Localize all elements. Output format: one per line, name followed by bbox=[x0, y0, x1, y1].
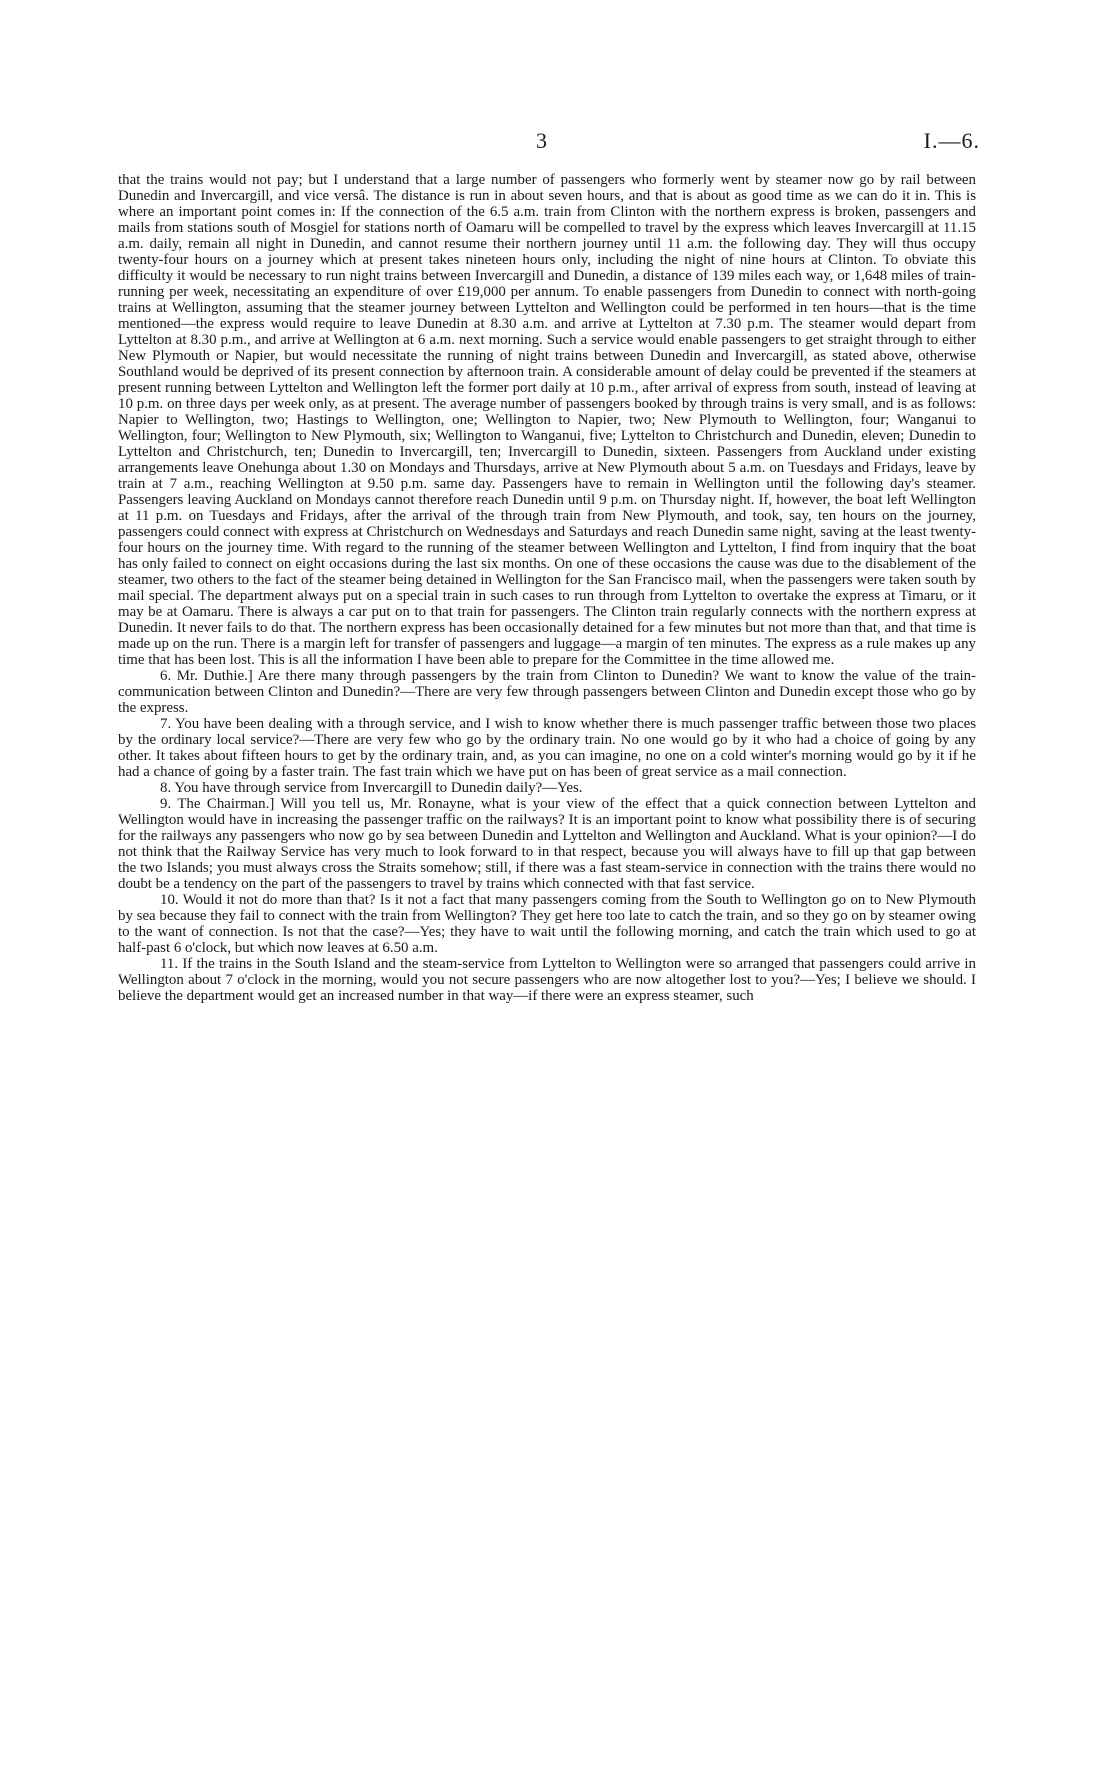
page-header bbox=[0, 128, 1114, 160]
paragraph-6: 10. Would it not do more than that? Is it not a fact that many passengers coming from the South to Wellington go on to New Plymouth by sea because they fail to connect with the train from Wellington? They get here too late to catch the train, and so they go on by steamer owing to the want of connection. Is not that the case?—Yes; they have to wait until the following morning, and catch the train which used to go at half-past 6 o'clock, but which now leaves at 6.50 a.m. bbox=[118, 892, 976, 956]
paragraph-1: that the trains would not pay; but I understand that a large number of passengers who formerly went by steamer now go by rail between Dunedin and Invercargill, and vice versâ. The distance is run in about seven hours, and that is about as good time as we can do it in. This is where an important point comes in: If the connection of the 6.5 a.m. train from Clinton with the northern express is broken, passengers and mails from stations south of Mosgiel for stations north of Oamaru will be compelled to travel by the express which leaves Invercargill at 11.15 a.m. daily, remain all night in Dunedin, and cannot resume their northern journey until 11 a.m. the following day. They will thus occupy twenty-four hours on a journey which at present takes nineteen hours only, including the night of nine hours at Clinton. To obviate this difficulty it would be necessary to run night trains between Invercargill and Dunedin, a distance of 139 miles each way, or 1,648 miles of train-running per week, necessitating an expenditure of over £19,000 per annum. To enable passengers from Dunedin to connect with north-going trains at Wellington, assuming that the steamer journey between Lyttelton and Wellington could be performed in ten hours—that is the time mentioned—the express would require to leave Dunedin at 8.30 a.m. and arrive at Lyttelton at 7.30 p.m. The steamer would depart from Lyttelton at 8.30 p.m., and arrive at Wellington at 6 a.m. next morning. Such a service would enable passengers to get straight through to either New Plymouth or Napier, but would necessitate the running of night trains between Dunedin and Invercargill, as stated above, otherwise Southland would be deprived of its present connection by afternoon train. A considerable amount of delay could be prevented if the steamers at present running between Lyttelton and Wellington left the former port daily at 10 p.m., after arrival of express from south, instead of leaving at 10 p.m. on three days per week only, as at present. The average number of passengers booked by through trains is very small, and is as follows: Napier to Wellington, two; Hastings to Wellington, one; Wellington to Napier, two; New Plymouth to Wellington, four; Wanganui to Wellington, four; Wellington to New Plymouth, six; Wellington to Wanganui, five; Lyttelton to Christchurch and Dunedin, eleven; Dunedin to Lyttelton and Christchurch, ten; Dunedin to Invercargill, ten; Invercargill to Dunedin, sixteen. Passengers from Auckland under existing arrangements leave Onehunga about 1.30 on Mondays and Thursdays, arrive at New Plymouth about 5 a.m. on Tuesdays and Fridays, leave by train at 7 a.m., reaching Wellington at 9.50 p.m. same day. Passengers have to remain in Wellington until the following day's steamer. Passengers leaving Auckland on Mondays cannot therefore reach Dunedin until 9 p.m. on Thursday night. If, however, the boat left Wellington at 11 p.m. on Tuesdays and Fridays, after the arrival of the through train from New Plymouth, and took, say, ten hours on the journey, passengers could connect with express at Christchurch on Wednesdays and Saturdays and reach Dunedin same night, saving at the least twenty-four hours on the journey time. With regard to the running of the steamer between Wellington and Lyttelton, I find from inquiry that the boat has only failed to connect on eight occasions during the last six months. On one of these occasions the cause was due to the disablement of the steamer, two others to the fact of the steamer being detained in Wellington for the San Francisco mail, when the passengers were taken south by mail special. The department always put on a special train in such cases to run through from Lyttelton to overtake the express at Timaru, or it may be at Oamaru. There is always a car put on to that train for passengers. The Clinton train regularly connects with the northern express at Dunedin. It never fails to do that. The northern express has been occasionally detained for a few minutes but not more than that, and that time is made up on the run. There is a margin left for transfer of passengers and luggage—a margin of ten minutes. The express as a rule makes up any time that has been lost. This is all the information I have been able to prepare for the Committee in the time allowed me. bbox=[118, 172, 976, 668]
page-number: 3 bbox=[536, 128, 547, 153]
paragraph-2: 6. Mr. Duthie.] Are there many through passengers by the train from Clinton to Dunedin? We want to know the value of the train-communication between Clinton and Dunedin?—There are very few through passengers between Clinton and Dunedin except those who go by the express. bbox=[118, 668, 976, 716]
paragraph-5: 9. The Chairman.] Will you tell us, Mr. Ronayne, what is your view of the effect that a quick connection between Lyttelton and Wellington would have in increasing the passenger traffic on the railways? It is an important point to know what possibility there is of securing for the railways any passengers who now go by sea between Dunedin and Lyttelton and Wellington and Auckland. What is your opinion?—I do not think that the Railway Service has very much to look forward to in that respect, because you will always have to fill up that gap between the two Islands; you must always cross the Straits somehow; still, if there was a fast steam-service in connection with the trains there would no doubt be a tendency on the part of the passengers to travel by trains which connected with that fast service. bbox=[118, 796, 976, 892]
paragraph-7: 11. If the trains in the South Island and the steam-service from Lyttelton to Wellington were so arranged that passengers could arrive in Wellington about 7 o'clock in the morning, would you not secure passengers who are now altogether lost to you?—Yes; I believe we should. I believe the department would get an increased number in that way—if there were an express steamer, such bbox=[118, 956, 976, 1004]
document-reference: I.—6. bbox=[923, 128, 980, 153]
paragraph-4: 8. You have through service from Invercargill to Dunedin daily?—Yes. bbox=[160, 780, 583, 796]
paragraph-3: 7. You have been dealing with a through service, and I wish to know whether there is much passenger traffic between those two places by the ordinary local service?—There are very few who go by the ordinary train. No one would go by it who had a choice of going by any other. It takes about fifteen hours to get by the ordinary train, and, as you can imagine, no one on a cold winter's morning would go by it if he had a chance of going by a faster train. The fast train which we have put on has been of great service as a mail connection. bbox=[118, 716, 976, 780]
body-text bbox=[118, 172, 976, 1004]
